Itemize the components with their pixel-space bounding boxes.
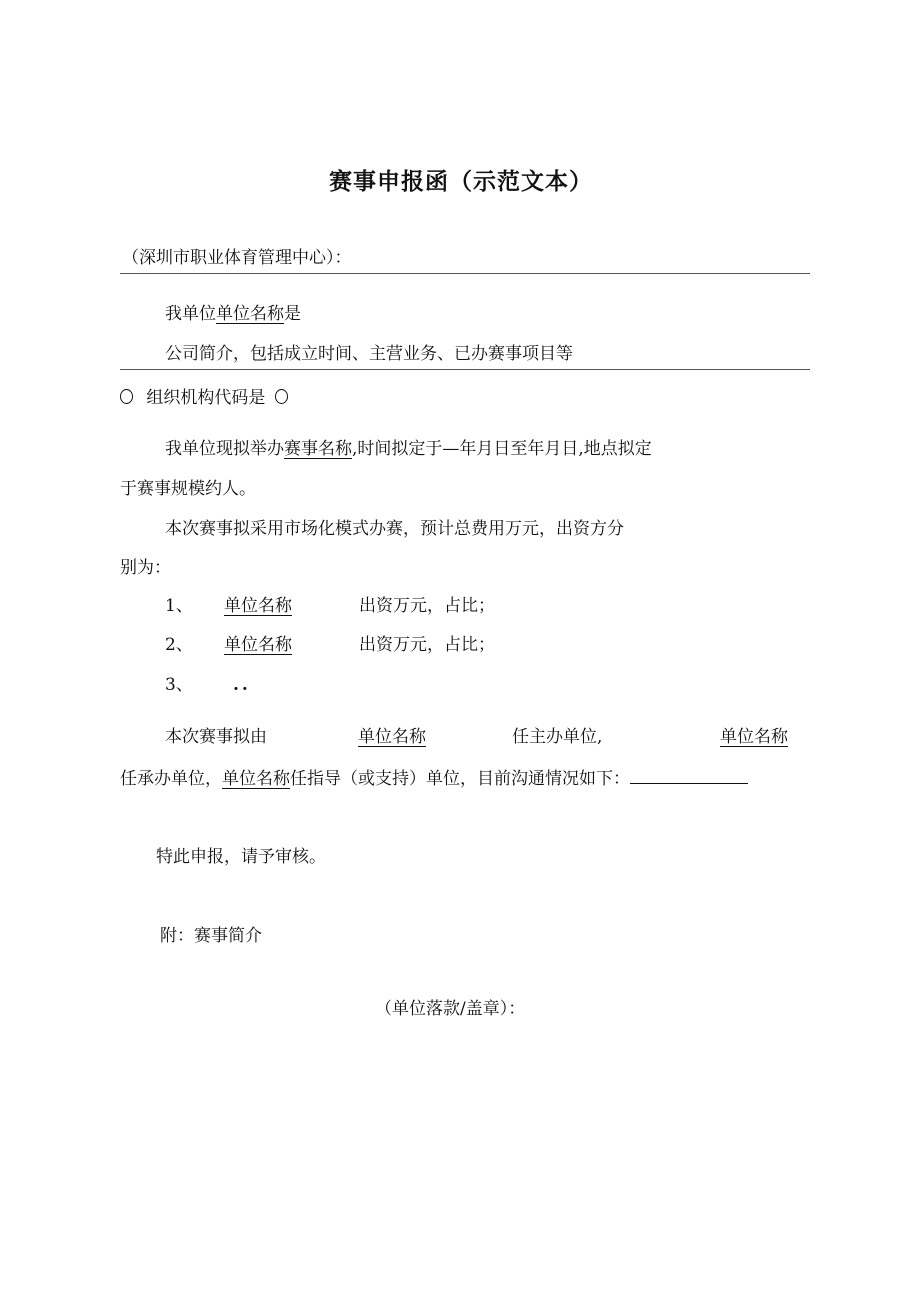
- funding-line-2: 别为：: [120, 558, 171, 578]
- event-name-placeholder: 赛事名称: [284, 439, 352, 459]
- undertaker-role: 任承办单位，: [120, 769, 222, 789]
- attachment-line: 附：赛事简介: [160, 926, 262, 946]
- org-code-label: 组织机构代码是: [146, 388, 266, 408]
- event-prefix: 我单位现拟举办: [165, 439, 284, 459]
- funder-name-placeholder: 单位名称: [224, 635, 292, 655]
- org-code-line: [120, 389, 288, 407]
- applicant-prefix: 我单位: [165, 304, 216, 324]
- company-intro: 公司简介，包括成立时间、主营业务、已办赛事项目等: [165, 344, 573, 364]
- guide-name-placeholder: 单位名称: [222, 769, 290, 789]
- organizer-name-placeholder: 单位名称: [358, 727, 426, 747]
- funder-number: 2、: [165, 635, 193, 655]
- funding-line-1: 本次赛事拟采用市场化模式办赛，预计总费用万元，出资方分: [165, 519, 624, 539]
- guide-role: 任指导（或支持）单位，目前沟通情况如下：: [290, 769, 630, 789]
- undertaker-name-placeholder: 单位名称: [720, 727, 788, 747]
- circle-mark-icon: [275, 389, 288, 404]
- funder-item: [165, 598, 565, 618]
- funder-number: 1、: [165, 596, 193, 616]
- fill-in-blank: [630, 769, 748, 784]
- applicant-line: [165, 306, 301, 323]
- event-line-2: 于赛事规模约人。: [120, 479, 256, 499]
- document-title: 赛事申报函（示范文本）: [329, 168, 593, 195]
- undertaker-line: [120, 769, 748, 788]
- applicant-suffix: 是: [284, 304, 301, 324]
- event-line-1: [165, 441, 652, 458]
- circle-mark-icon: [120, 389, 133, 404]
- addressee: （深圳市职业体育管理中心）：: [122, 248, 352, 268]
- funder-detail: 出资万元，占比；: [359, 635, 495, 655]
- closing-line: 特此申报，请予审核。: [156, 847, 326, 867]
- organizer-line: [165, 729, 805, 749]
- funder-item: [165, 677, 565, 697]
- funder-name-placeholder: 单位名称: [224, 596, 292, 616]
- divider-line: [120, 273, 810, 274]
- funder-ellipsis: ..: [233, 675, 251, 695]
- organizer-prefix: 本次赛事拟由: [165, 727, 267, 747]
- funder-number: 3、: [165, 675, 193, 695]
- event-suffix: ,时间拟定于—年月日至年月日,地点拟定: [352, 439, 652, 459]
- funder-item: [165, 637, 565, 657]
- divider-line: [120, 369, 810, 370]
- funder-detail: 出资万元，占比；: [359, 596, 495, 616]
- signature-line: （单位落款/盖章）：: [375, 999, 526, 1019]
- applicant-name-placeholder: 单位名称: [216, 304, 284, 324]
- organizer-role: 任主办单位,: [512, 727, 603, 747]
